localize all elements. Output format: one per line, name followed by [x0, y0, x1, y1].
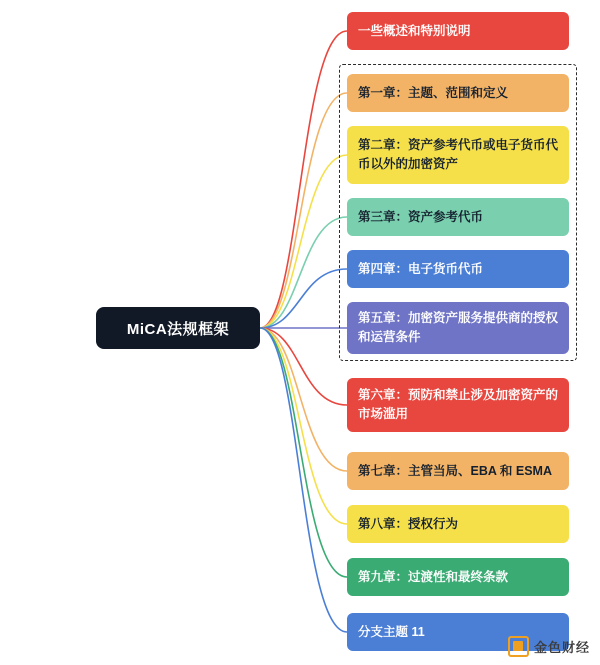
- branch-node-8-label: 第七章：主管当局、EBA 和 ESMA: [358, 463, 552, 478]
- branch-node-4[interactable]: [347, 198, 569, 236]
- branch-node-2-label: 第一章：主题、范围和定义: [358, 85, 509, 100]
- root-node-label: MiCA法规框架: [126, 320, 230, 338]
- branch-node-9[interactable]: [347, 505, 569, 543]
- watermark-label: 金色财经: [533, 640, 590, 655]
- watermark: [508, 636, 590, 657]
- branch-node-5-label: 第四章：电子货币代币: [358, 261, 484, 276]
- branch-node-10[interactable]: [347, 558, 569, 596]
- branch-node-10-label: 第九章：过渡性和最终条款: [358, 569, 509, 584]
- branch-node-2[interactable]: [347, 74, 569, 112]
- branch-node-9-label: 第八章：授权行为: [358, 516, 459, 531]
- branch-node-8[interactable]: [347, 452, 569, 490]
- branch-node-6-label: 第五章：加密资产服务提供商的授权和运营条件: [358, 311, 559, 344]
- branch-node-7[interactable]: [347, 378, 569, 432]
- root-node[interactable]: [96, 307, 260, 349]
- branch-node-4-label: 第三章：资产参考代币: [358, 209, 484, 224]
- branch-node-1[interactable]: [347, 12, 569, 50]
- logo-icon: [508, 636, 529, 657]
- branch-node-3[interactable]: [347, 126, 569, 184]
- branch-node-5[interactable]: [347, 250, 569, 288]
- branch-node-1-label: 一些概述和特别说明: [358, 23, 471, 38]
- branch-node-11-label: 分支主题 11: [358, 624, 425, 639]
- branch-node-3-label: 第二章：资产参考代币或电子货币代币以外的加密资产: [358, 138, 559, 171]
- branch-node-6[interactable]: [347, 302, 569, 354]
- branch-node-7-label: 第六章：预防和禁止涉及加密资产的市场滥用: [358, 388, 559, 421]
